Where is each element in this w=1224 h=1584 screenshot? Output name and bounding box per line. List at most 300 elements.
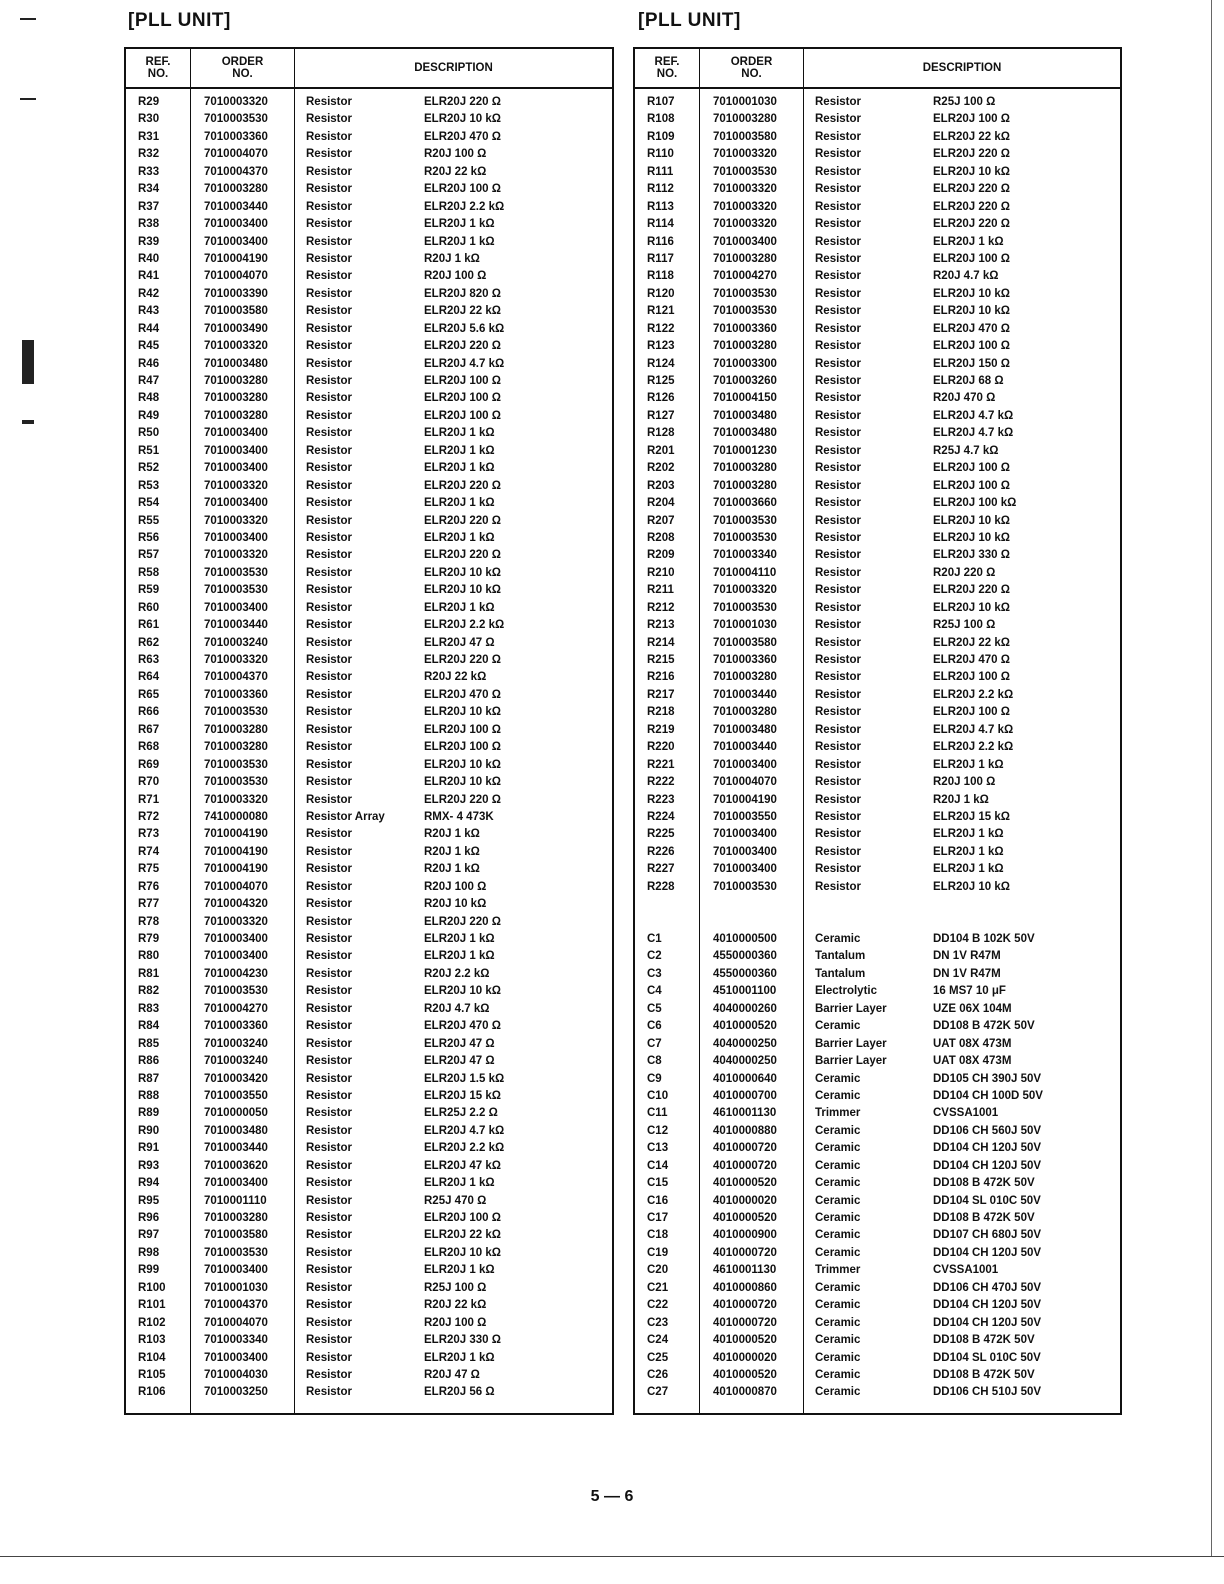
part-spec-cell: ELR20J 820 Ω (424, 287, 501, 300)
ref-no-cell: C11 (647, 1107, 668, 1120)
part-type-cell: Ceramic (815, 1229, 861, 1242)
ref-no-cell: R108 (647, 113, 675, 126)
part-type-cell: Resistor (306, 1142, 353, 1155)
ref-no-cell: R116 (647, 235, 674, 248)
order-no-cell: 7410000080 (204, 810, 268, 823)
order-no-cell: 7010003400 (204, 444, 268, 457)
part-spec-cell: ELR20J 2.2 kΩ (424, 619, 505, 632)
table-row (635, 670, 1120, 687)
part-spec-cell: UAT 08X 473M (933, 1055, 1012, 1068)
part-spec-cell: R20J 100 Ω (933, 776, 996, 789)
order-no-cell: 7010003530 (204, 566, 268, 579)
part-type-cell: Resistor (306, 1281, 353, 1294)
order-no-cell: 7010003280 (204, 741, 268, 754)
table-row (635, 1194, 1120, 1211)
ref-no-cell: C5 (647, 1002, 662, 1015)
part-spec-cell: RMX- 4 473K (424, 810, 494, 823)
order-no-cell: 7010004190 (204, 828, 268, 841)
part-type-cell: Resistor (306, 340, 353, 353)
table-row (126, 793, 612, 810)
part-type-cell: Resistor (306, 130, 353, 143)
part-type-cell: Resistor (306, 270, 353, 283)
part-spec-cell: R20J 2.2 kΩ (424, 967, 490, 980)
part-spec-cell: ELR20J 220 Ω (424, 549, 501, 562)
part-spec-cell: ELR20J 100 Ω (424, 375, 501, 387)
table-row (635, 967, 1120, 984)
table-row (635, 827, 1120, 844)
order-no-cell: 4010000520 (713, 1020, 777, 1033)
part-spec-cell: ELR20J 15 kΩ (424, 1089, 501, 1102)
part-spec-cell: ELR20J 100 Ω (933, 252, 1010, 265)
order-no-cell: 7010003530 (713, 287, 777, 300)
order-no-cell: 7010003320 (204, 915, 268, 928)
part-type-cell: Ceramic (815, 1124, 861, 1137)
part-spec-cell: DD104 CH 120J 50V (933, 1246, 1042, 1259)
order-no-cell: 7010003400 (204, 497, 268, 510)
order-no-cell: 4040000250 (713, 1037, 777, 1050)
part-type-cell: Resistor (306, 776, 353, 789)
part-type-cell: Ceramic (815, 1246, 861, 1259)
ref-no-cell: C4 (647, 985, 662, 998)
order-no-cell: 7010003580 (204, 305, 268, 318)
table-row (126, 880, 612, 897)
part-spec-cell: R20J 1 kΩ (424, 845, 480, 858)
ref-no-cell: R219 (647, 723, 675, 736)
table-row (635, 287, 1120, 304)
order-no-cell: 7010003660 (713, 497, 777, 510)
order-no-cell: 7010003280 (713, 340, 777, 353)
table-row (635, 984, 1120, 1001)
order-no-cell: 7010003320 (713, 200, 777, 213)
table-row (635, 705, 1120, 722)
ref-no-cell: R226 (647, 845, 675, 858)
ref-no-cell: R218 (647, 706, 675, 719)
order-no-cell: 7010003340 (204, 1334, 268, 1347)
part-type-cell: Resistor (815, 723, 862, 736)
ref-no-cell: R85 (138, 1037, 160, 1050)
order-no-cell: 7010004030 (204, 1368, 268, 1381)
part-type-cell: Resistor (306, 1002, 353, 1015)
ref-no-cell: R41 (138, 270, 160, 283)
ref-no-cell: R117 (647, 252, 674, 265)
part-type-cell: Resistor (306, 1107, 353, 1120)
table-row (635, 758, 1120, 775)
table-row (635, 409, 1120, 426)
ref-no-cell: R203 (647, 479, 675, 492)
part-type-cell: Resistor (815, 793, 862, 806)
order-no-cell: 7010003320 (713, 148, 777, 161)
part-spec-cell: UZE 06X 104M (933, 1002, 1012, 1015)
order-no-cell: 7010003250 (204, 1386, 268, 1399)
table-row (635, 1176, 1120, 1193)
ref-no-cell: R34 (138, 183, 160, 196)
part-spec-cell: ELR20J 220 Ω (424, 340, 501, 353)
part-spec-cell: ELR20J 1 kΩ (424, 1264, 495, 1277)
table-row (635, 1228, 1120, 1245)
part-spec-cell: ELR20J 220 Ω (933, 200, 1010, 213)
order-no-cell: 7010003440 (713, 741, 777, 754)
order-no-cell: 7010003530 (713, 514, 777, 527)
table-row (126, 1281, 612, 1298)
right-unit-title: [PLL UNIT] (638, 10, 741, 31)
left-unit-title: [PLL UNIT] (128, 10, 231, 31)
ref-no-cell: R98 (138, 1246, 160, 1259)
part-type-cell: Ceramic (815, 1334, 861, 1347)
table-row (635, 147, 1120, 164)
order-no-cell: 7010003320 (204, 479, 268, 492)
table-row (635, 915, 1120, 932)
order-no-cell: 7010003320 (204, 514, 268, 527)
part-spec-cell: ELR20J 47 Ω (424, 1037, 495, 1050)
part-spec-cell: DD108 B 472K 50V (933, 1020, 1035, 1033)
order-no-cell: 7010004190 (204, 252, 268, 265)
part-spec-cell: ELR20J 220 Ω (933, 218, 1010, 231)
ref-no-cell: R215 (647, 654, 675, 666)
order-no-cell: 4510001100 (713, 985, 777, 998)
ref-no-cell: R39 (138, 235, 160, 248)
table-row (635, 339, 1120, 356)
part-type-cell: Resistor (306, 497, 353, 510)
order-no-cell: 4010000720 (713, 1316, 777, 1329)
ref-no-cell: R45 (138, 340, 160, 353)
part-spec-cell: ELR20J 100 Ω (933, 671, 1010, 684)
part-spec-cell: ELR20J 220 Ω (424, 915, 501, 928)
order-no-cell: 7010003280 (713, 671, 777, 684)
order-no-cell: 7010003280 (204, 1212, 268, 1224)
part-spec-cell: DD108 B 472K 50V (933, 1368, 1035, 1381)
part-spec-cell: R20J 100 Ω (424, 270, 487, 283)
order-no-cell: 4010000720 (713, 1246, 777, 1259)
part-spec-cell: ELR20J 2.2 kΩ (933, 741, 1014, 754)
part-type-cell: Resistor (306, 1386, 353, 1399)
order-no-cell: 7010001030 (713, 96, 777, 108)
table-row (635, 304, 1120, 321)
order-no-cell: 4010000520 (713, 1212, 777, 1224)
ref-no-cell: R227 (647, 863, 675, 876)
order-no-cell: 7010003480 (713, 427, 777, 440)
table-row (635, 1002, 1120, 1019)
order-no-cell: 7010003550 (204, 1089, 268, 1102)
ref-no-cell: C25 (647, 1351, 669, 1364)
part-type-cell: Tantalum (815, 950, 866, 963)
part-type-cell: Ceramic (815, 1089, 861, 1102)
order-no-cell: 4040000250 (713, 1055, 777, 1068)
ref-no-cell: R217 (647, 688, 675, 701)
ref-no-cell: C19 (647, 1246, 669, 1259)
part-spec-cell: ELR20J 47 Ω (424, 1055, 495, 1068)
ref-no-cell: R102 (138, 1316, 166, 1329)
part-type-cell: Resistor (306, 96, 353, 108)
part-type-cell: Resistor (306, 758, 353, 771)
part-spec-cell: ELR20J 1 kΩ (933, 828, 1004, 841)
part-type-cell: Resistor (306, 252, 353, 265)
table-row (635, 130, 1120, 147)
table-row (635, 1385, 1120, 1402)
ref-no-cell: R107 (647, 96, 675, 108)
part-type-cell: Resistor (306, 845, 353, 858)
table-row (635, 1019, 1120, 1036)
order-no-cell: 7010003280 (713, 479, 777, 492)
order-no-cell: 7010003620 (204, 1159, 268, 1172)
part-spec-cell: DD104 SL 010C 50V (933, 1351, 1041, 1364)
part-type-cell: Resistor (306, 1299, 353, 1312)
ref-no-cell: R104 (138, 1351, 166, 1364)
order-no-cell: 7010003400 (713, 828, 777, 841)
order-no-cell: 7010003580 (204, 1229, 268, 1242)
part-type-cell: Resistor (815, 601, 862, 614)
order-no-cell: 7010003280 (204, 723, 268, 736)
table-row (126, 269, 612, 286)
ref-no-cell: R211 (647, 584, 674, 597)
ref-no-cell: R87 (138, 1072, 160, 1085)
part-spec-cell: R20J 4.7 kΩ (424, 1002, 490, 1015)
table-row (635, 217, 1120, 234)
table-row (126, 235, 612, 252)
order-no-cell: 4010000720 (713, 1142, 777, 1155)
table-row (126, 496, 612, 513)
part-spec-cell: ELR20J 220 Ω (933, 183, 1010, 196)
order-no-cell: 7010003530 (713, 531, 777, 544)
table-row (635, 862, 1120, 879)
part-type-cell: Tantalum (815, 967, 866, 980)
table-row (126, 775, 612, 792)
part-type-cell: Resistor (306, 148, 353, 161)
part-type-cell: Resistor (306, 880, 353, 893)
part-type-cell: Trimmer (815, 1107, 861, 1120)
part-type-cell: Resistor (815, 497, 862, 510)
part-type-cell: Resistor (306, 584, 353, 597)
table-row (126, 1333, 612, 1350)
order-no-cell: 7010003360 (713, 322, 777, 335)
ref-no-cell: R51 (138, 444, 160, 457)
order-no-cell: 7010003480 (204, 357, 268, 370)
ref-no-cell: C23 (647, 1316, 669, 1329)
table-row (126, 1211, 612, 1228)
part-spec-cell: ELR20J 100 Ω (424, 1212, 501, 1224)
order-no-cell: 7010003280 (204, 392, 268, 405)
order-no-cell: 7010003400 (204, 950, 268, 963)
part-spec-cell: ELR20J 1.5 kΩ (424, 1072, 505, 1085)
part-spec-cell: ELR20J 100 Ω (933, 479, 1010, 492)
order-no-cell: 4010000880 (713, 1124, 777, 1137)
order-no-cell: 7010003580 (713, 130, 777, 143)
ref-no-cell: R220 (647, 741, 675, 754)
order-no-cell: 7010003400 (204, 601, 268, 614)
ref-no-cell: R67 (138, 723, 160, 736)
table-row (635, 793, 1120, 810)
ref-no-cell: R33 (138, 165, 160, 178)
part-type-cell: Resistor (306, 392, 353, 405)
table-row (635, 1054, 1120, 1071)
order-no-cell: 7010003530 (204, 758, 268, 771)
table-row (635, 95, 1120, 112)
part-type-cell: Resistor (815, 462, 862, 475)
order-no-cell: 7010003320 (204, 793, 268, 806)
part-type-cell: Resistor (306, 793, 353, 806)
ref-no-cell: R225 (647, 828, 675, 841)
table-row (126, 322, 612, 339)
part-type-cell: Resistor (815, 741, 862, 754)
order-no-cell: 7010004070 (204, 270, 268, 283)
table-body (635, 95, 1120, 1403)
table-row (635, 1072, 1120, 1089)
ref-no-cell: R63 (138, 654, 160, 666)
ref-no-cell: R209 (647, 549, 675, 562)
order-no-cell: 7010003360 (204, 1020, 268, 1033)
ref-no-cell: R66 (138, 706, 160, 719)
order-no-cell: 7010003530 (713, 305, 777, 318)
part-spec-cell: ELR25J 2.2 Ω (424, 1107, 498, 1120)
order-no-cell: 7010003530 (713, 165, 777, 178)
ref-no-cell: R32 (138, 148, 160, 161)
order-no-cell: 7010003320 (713, 183, 777, 196)
part-spec-cell: R25J 100 Ω (933, 619, 996, 632)
part-type-cell: Resistor (306, 444, 353, 457)
part-type-cell: Resistor (306, 967, 353, 980)
ref-no-cell: C8 (647, 1055, 662, 1068)
order-no-cell: 7010004070 (713, 776, 777, 789)
part-type-cell: Resistor Array (306, 810, 385, 823)
ref-no-cell: R111 (647, 165, 674, 178)
order-no-cell: 7010003400 (713, 758, 777, 771)
order-no-cell: 7010004370 (204, 671, 268, 684)
part-type-cell: Resistor (306, 218, 353, 231)
part-type-cell: Resistor (815, 810, 862, 823)
part-type-cell: Resistor (306, 1316, 353, 1329)
ref-no-cell: R214 (647, 636, 675, 649)
part-type-cell: Resistor (306, 1229, 353, 1242)
ref-no-cell: R105 (138, 1368, 166, 1381)
ref-no-cell: R77 (138, 898, 160, 911)
order-no-cell: 7010003440 (204, 200, 268, 213)
ref-no-cell: C7 (647, 1037, 662, 1050)
order-no-cell: 7010003240 (204, 1037, 268, 1050)
ref-no-cell: R80 (138, 950, 160, 963)
part-spec-cell: ELR20J 22 kΩ (933, 130, 1010, 143)
part-type-cell: Resistor (815, 584, 862, 597)
part-type-cell: Barrier Layer (815, 1002, 887, 1015)
ref-no-cell: C1 (647, 933, 662, 945)
table-row (126, 670, 612, 687)
part-type-cell: Resistor (306, 200, 353, 213)
part-spec-cell: DD106 CH 510J 50V (933, 1386, 1042, 1399)
part-spec-cell: DN 1V R47M (933, 967, 1001, 980)
ref-no-cell: R120 (647, 287, 675, 300)
part-spec-cell: ELR20J 470 Ω (424, 130, 501, 143)
table-row (635, 932, 1120, 949)
part-type-cell: Resistor (306, 898, 353, 911)
table-row (635, 444, 1120, 461)
part-spec-cell: ELR20J 150 Ω (933, 357, 1010, 370)
part-spec-cell: DD104 CH 120J 50V (933, 1316, 1042, 1329)
ref-no-cell: R201 (647, 444, 675, 457)
table-row (635, 688, 1120, 705)
part-type-cell: Resistor (815, 340, 862, 353)
table-row (635, 740, 1120, 757)
ref-no-cell: R123 (647, 340, 675, 353)
table-row (126, 531, 612, 548)
part-spec-cell: DD104 CH 120J 50V (933, 1299, 1042, 1312)
table-row (126, 915, 612, 932)
table-row (126, 723, 612, 740)
table-row (635, 461, 1120, 478)
table-row (635, 1037, 1120, 1054)
ref-no-cell: R82 (138, 985, 160, 998)
parts-table-right (633, 47, 1122, 1415)
part-type-cell: Resistor (306, 287, 353, 300)
order-no-cell: 4010000500 (713, 933, 777, 945)
order-no-cell: 7010004370 (204, 1299, 268, 1312)
order-no-cell: 7010004370 (204, 165, 268, 178)
table-row (126, 479, 612, 496)
part-spec-cell: UAT 08X 473M (933, 1037, 1012, 1050)
part-spec-cell: DD104 CH 100D 50V (933, 1089, 1043, 1102)
part-spec-cell: R25J 100 Ω (933, 96, 996, 108)
table-row (126, 758, 612, 775)
order-no-cell: 7010003530 (204, 706, 268, 719)
part-spec-cell: ELR20J 5.6 kΩ (424, 322, 505, 335)
part-type-cell: Resistor (815, 514, 862, 527)
part-type-cell: Resistor (815, 357, 862, 370)
ref-no-cell: R93 (138, 1159, 160, 1172)
table-row (126, 1263, 612, 1280)
part-type-cell: Resistor (306, 1246, 353, 1259)
order-no-cell: 7010001110 (204, 1194, 267, 1207)
order-no-cell: 7010004070 (204, 148, 268, 161)
ref-no-cell: R84 (138, 1020, 160, 1033)
table-row (635, 618, 1120, 635)
table-row (126, 1351, 612, 1368)
part-spec-cell: ELR20J 220 Ω (424, 654, 501, 666)
order-no-cell: 4010000900 (713, 1229, 777, 1242)
part-spec-cell: ELR20J 1 kΩ (424, 462, 495, 475)
part-type-cell: Resistor (306, 165, 353, 178)
part-type-cell: Ceramic (815, 1159, 861, 1172)
part-type-cell: Ceramic (815, 1299, 861, 1312)
ref-no-cell: R73 (138, 828, 160, 841)
table-row (635, 1159, 1120, 1176)
parts-table-left (124, 47, 614, 1415)
part-spec-cell: DD104 SL 010C 50V (933, 1194, 1041, 1207)
order-no-cell: 7010003440 (713, 688, 777, 701)
table-row (635, 165, 1120, 182)
part-spec-cell: R20J 100 Ω (424, 1316, 487, 1329)
part-spec-cell: ELR20J 1 kΩ (424, 235, 495, 248)
ref-no-cell: R128 (647, 427, 675, 440)
part-spec-cell: R20J 22 kΩ (424, 165, 487, 178)
table-row (635, 949, 1120, 966)
part-type-cell: Ceramic (815, 1316, 861, 1329)
order-no-cell: 7010003280 (713, 706, 777, 719)
part-type-cell: Resistor (306, 723, 353, 736)
table-row (126, 810, 612, 827)
part-type-cell: Resistor (815, 148, 862, 161)
part-spec-cell: ELR20J 220 Ω (933, 584, 1010, 597)
order-no-cell: 7010003480 (204, 1124, 268, 1137)
table-row (126, 1002, 612, 1019)
ref-no-cell: R124 (647, 357, 675, 370)
order-no-cell: 7010003280 (713, 252, 777, 265)
part-spec-cell: ELR20J 10 kΩ (933, 514, 1010, 527)
table-row (126, 1124, 612, 1141)
table-row (635, 653, 1120, 670)
order-no-cell: 7010003420 (204, 1072, 268, 1085)
table-row (126, 357, 612, 374)
part-type-cell: Resistor (306, 1055, 353, 1068)
part-type-cell: Resistor (306, 1089, 353, 1102)
part-type-cell: Resistor (306, 462, 353, 475)
part-spec-cell: DD104 CH 120J 50V (933, 1159, 1042, 1172)
